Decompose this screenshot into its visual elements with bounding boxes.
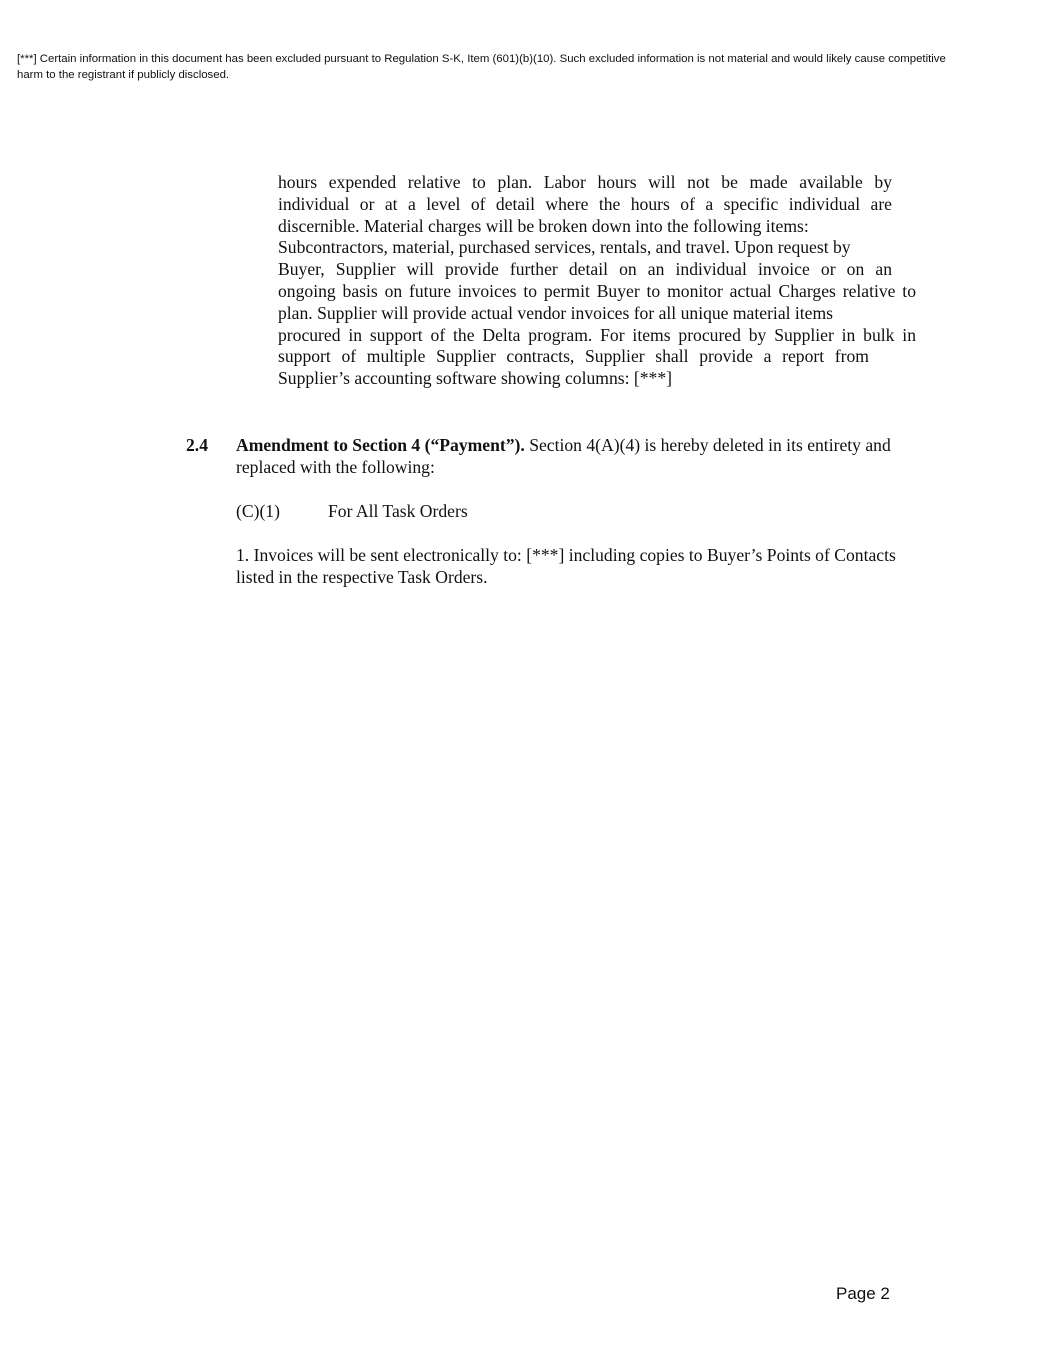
paragraph-line: Supplier’s accounting software showing columns: [***]	[278, 368, 673, 389]
subsection-code: (C)(1)	[236, 501, 280, 521]
redaction-notice: [***] Certain information in this document has been excluded pursuant to Regulation S-K, Item (601)(b)(10). Such excluded information is not material and would likely cause competitive harm to the registrant if publicly disclosed.	[17, 53, 946, 81]
page-number: Page 2	[836, 1284, 890, 1303]
paragraph-line: procured in support of the Delta program. For items procured by Supplier in bulk in	[278, 324, 916, 345]
section-body	[236, 434, 931, 478]
section-number: 2.4	[186, 435, 208, 455]
invoice-paragraph: 1. Invoices will be sent electronically to: [***] including copies to Buyer’s Points of Contacts listed in the respective Task Orders.	[236, 545, 896, 587]
section-text: Section 4(A)(4) is hereby deleted in its entirety and replaced with the following:	[236, 435, 891, 477]
paragraph-line: ongoing basis on future invoices to permit Buyer to monitor actual Charges relative to	[278, 280, 916, 301]
subsection-heading	[236, 500, 836, 522]
section-title: Amendment to Section 4 (“Payment”).	[236, 435, 525, 455]
paragraph-line: hours expended relative to plan. Labor hours will not be made available by	[278, 172, 892, 192]
paragraph-line: Subcontractors, material, purchased services, rentals, and travel. Upon request by	[278, 237, 851, 258]
paragraph-line: discernible. Material charges will be broken down into the following items:	[278, 215, 809, 236]
subsection-title: For All Task Orders	[328, 501, 468, 521]
paragraph-line: Buyer, Supplier will provide further detail on an individual invoice or on an	[278, 259, 892, 280]
paragraph-line: support of multiple Supplier contracts, Supplier shall provide a report from	[278, 346, 869, 367]
paragraph-line: individual or at a level of detail where the hours of a specific individual are	[278, 193, 892, 214]
paragraph-line: plan. Supplier will provide actual vendor invoices for all unique material items	[278, 302, 834, 323]
continuation-paragraph	[278, 172, 916, 390]
